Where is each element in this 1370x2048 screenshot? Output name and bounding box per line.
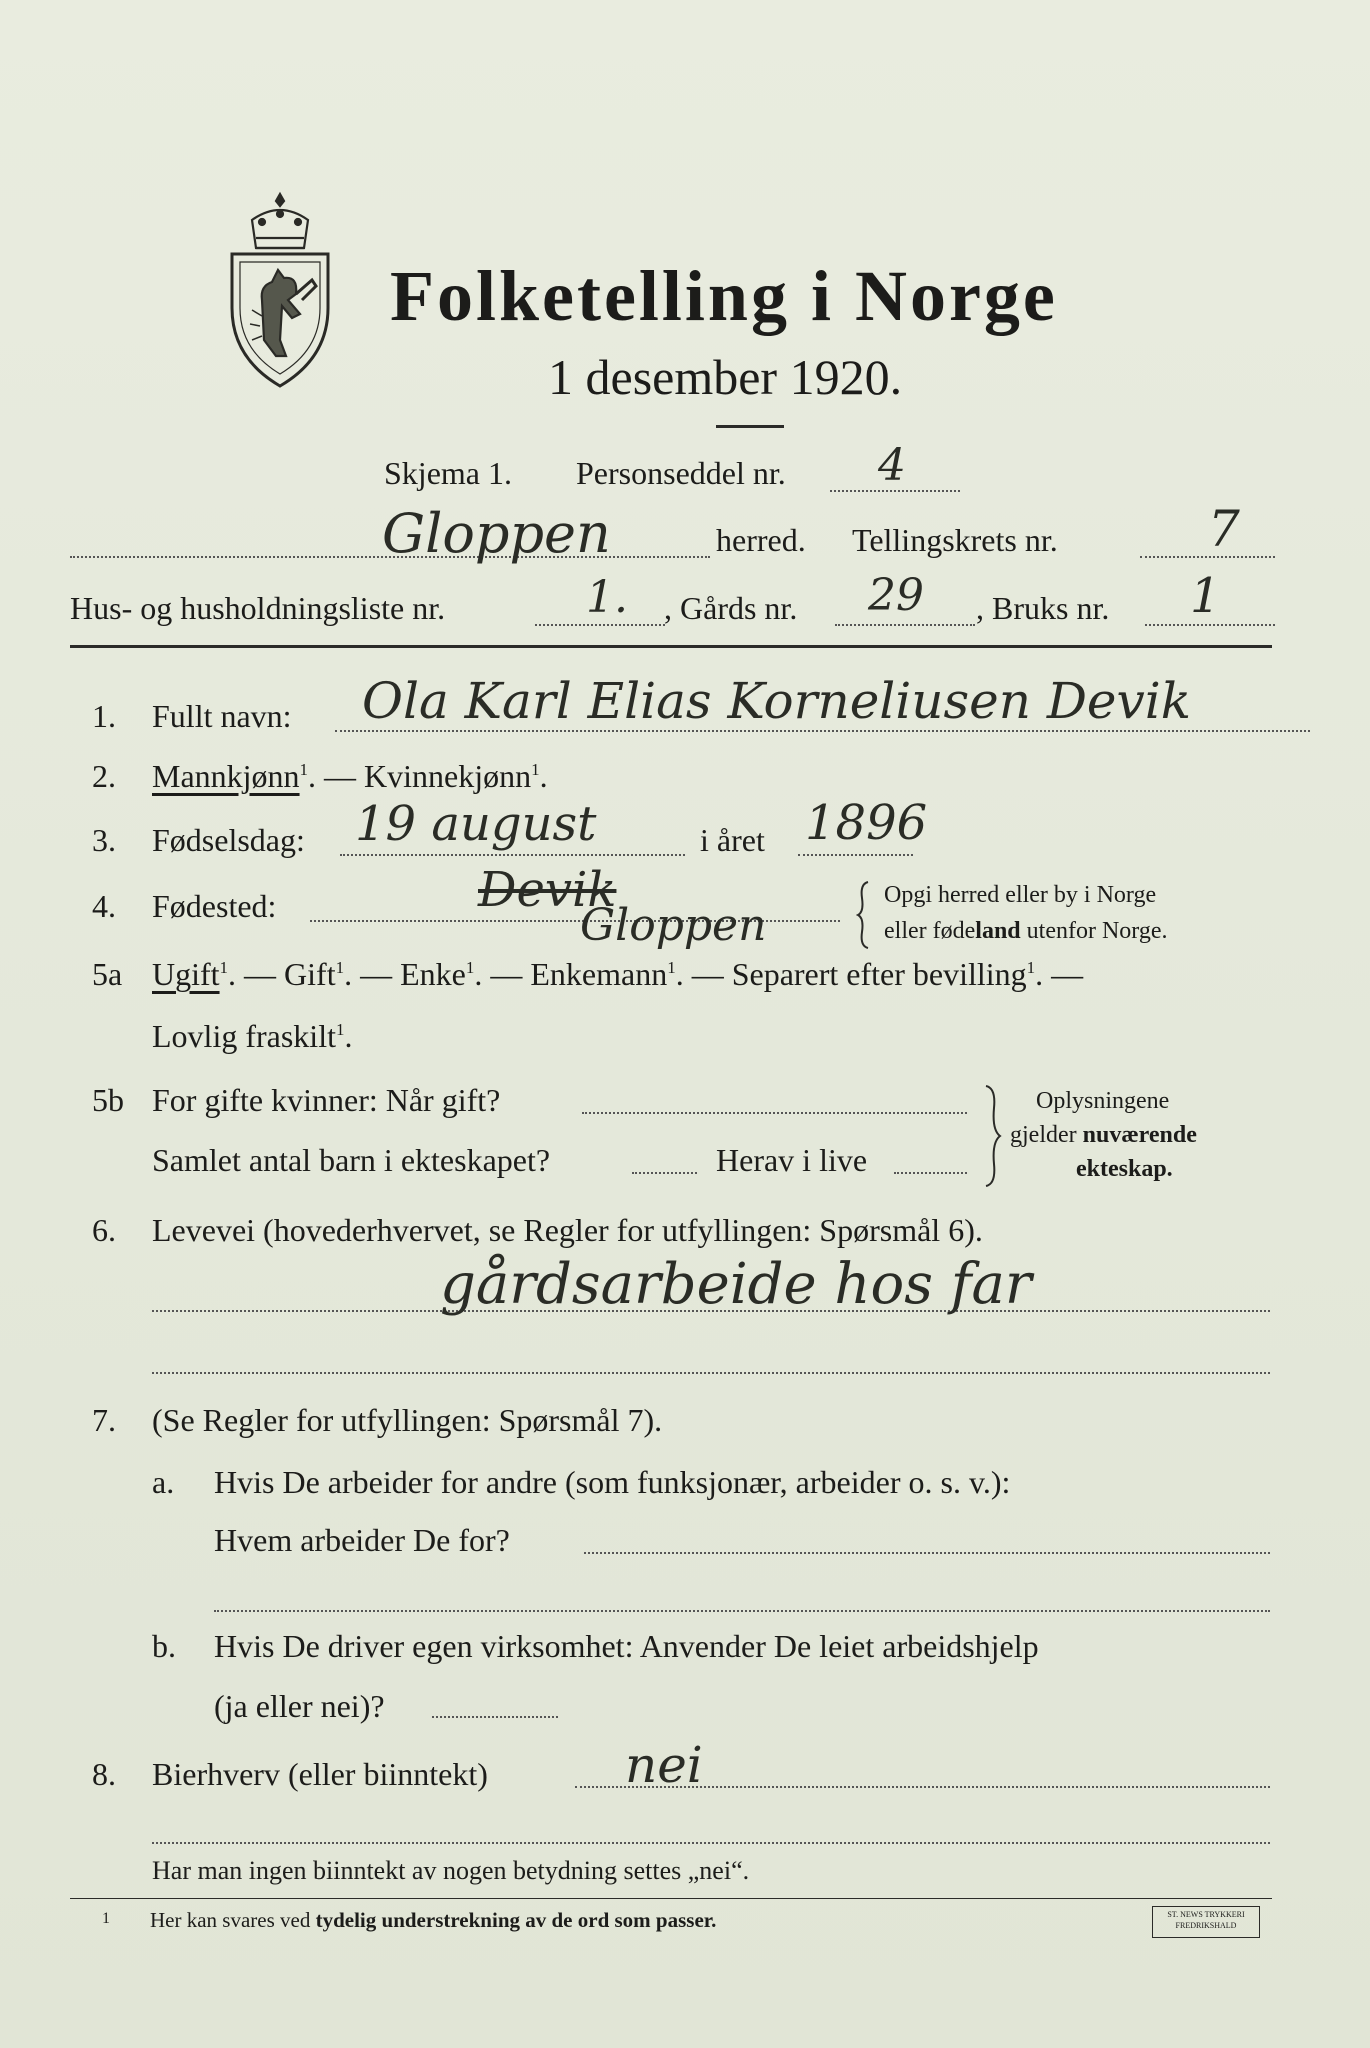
- separert-dash: . —: [1035, 956, 1084, 992]
- q1-line: [335, 730, 1310, 732]
- personseddel-label: Personseddel nr.: [576, 455, 786, 491]
- personseddel-value: 4: [878, 440, 906, 491]
- q5b-married-line: [582, 1112, 967, 1114]
- q7a-sub: Hvem arbeider De for?: [214, 1522, 510, 1558]
- q8-line2: [152, 1842, 1270, 1844]
- husliste-label: Hus- og husholdningsliste nr.: [70, 590, 446, 626]
- q3-day-line: [340, 854, 685, 856]
- q8-label: Bierhverv (eller biinntekt): [152, 1756, 488, 1792]
- full-name-value: Ola Karl Elias Korneliusen Devik: [362, 672, 1192, 730]
- q7a-letter: a.: [152, 1464, 175, 1500]
- q3-year-line: [798, 854, 913, 856]
- q7b-sub: (ja eller nei)?: [214, 1688, 385, 1724]
- q4-note-line1: Opgi herred eller by i Norge: [884, 882, 1157, 908]
- footer-note: Har man ingen biinntekt av nogen betydning settes „nei“.: [152, 1856, 750, 1885]
- coat-of-arms-icon: [222, 190, 338, 390]
- fraskilt-option: Lovlig fraskilt: [152, 1018, 336, 1054]
- census-date: 1 desember 1920.: [548, 349, 903, 405]
- stamp-line1: ST. NEWS TRYKKERI: [1167, 1910, 1245, 1919]
- q4-note-post: utenfor Norge.: [1020, 918, 1168, 944]
- brace-icon: [982, 1084, 1002, 1188]
- footnote-divider: [70, 1898, 1272, 1899]
- herred-value: Gloppen: [382, 502, 611, 565]
- herred-label: herred.: [716, 522, 806, 558]
- form-title: Folketelling i Norge: [390, 256, 1058, 336]
- sex-separator: . —: [308, 758, 365, 794]
- q4-label: Fødested:: [152, 888, 277, 924]
- q5b-alive-line: [894, 1172, 967, 1174]
- q7-number: 7.: [92, 1402, 116, 1438]
- brace-icon: [856, 880, 872, 950]
- gards-line: [835, 624, 975, 626]
- fraskilt-option-wrap: Lovlig fraskilt$^1$.: [152, 1018, 353, 1054]
- q7a-line1: [584, 1552, 1270, 1554]
- header-divider: [70, 645, 1272, 648]
- gards-label: , Gårds nr.: [664, 590, 798, 626]
- q7b-letter: b.: [152, 1628, 176, 1664]
- birth-year-value: 1896: [805, 795, 928, 851]
- birthplace-value: Gloppen: [580, 900, 767, 951]
- gards-value: 29: [868, 570, 924, 621]
- bruks-label: , Bruks nr.: [976, 590, 1110, 626]
- q7-label: (Se Regler for utfyllingen: Spørsmål 7).: [152, 1402, 663, 1438]
- q1-number: 1.: [92, 698, 116, 734]
- q5b-children-line: [632, 1172, 697, 1174]
- q4-note-bold: land: [975, 918, 1021, 944]
- q5b-number: 5b: [92, 1082, 124, 1118]
- q6-number: 6.: [92, 1212, 116, 1248]
- q7b-line: [432, 1716, 558, 1718]
- q7b-text: Hvis De driver egen virksomhet: Anvender De leiet arbeidshjelp: [214, 1628, 1039, 1664]
- q5b-note-line3: ekteskap.: [1076, 1156, 1173, 1182]
- footnote-text: [150, 1908, 716, 1933]
- q7a-line2: [214, 1610, 1270, 1612]
- q3-label: Fødselsdag:: [152, 822, 305, 858]
- q5b-note-bold: nuværende: [1082, 1122, 1197, 1148]
- q5b-note-line1: Oplysningene: [1036, 1088, 1170, 1114]
- enkemann-option: — Enkemann: [490, 956, 668, 992]
- ugift-option: Ugift: [152, 956, 220, 992]
- q8-number: 8.: [92, 1756, 116, 1792]
- stamp-line2: FREDRIKSHALD: [1175, 1921, 1237, 1930]
- q5b-note-pre: gjelder: [1010, 1122, 1083, 1148]
- q2-number: 2.: [92, 758, 116, 794]
- husliste-line: [535, 624, 665, 626]
- q4-note-line2: [884, 918, 1168, 945]
- title-divider: [716, 425, 784, 428]
- q4-note-pre: eller føde: [884, 918, 976, 944]
- footnote-bold: tydelig understrekning av de ord som passer.: [315, 1908, 717, 1932]
- footnote-mark: 1: [102, 1910, 110, 1927]
- tellingskrets-value: 7: [1208, 500, 1240, 558]
- bruks-value: 1: [1190, 568, 1221, 624]
- bruks-line: [1145, 624, 1275, 626]
- enke-option: — Enke: [360, 956, 466, 992]
- birthplace-struck-value: Devik: [478, 862, 617, 918]
- male-option: Mannkjønn: [152, 758, 300, 794]
- tellingskrets-label: Tellingskrets nr.: [852, 522, 1058, 558]
- q3-year-label: i året: [700, 822, 765, 858]
- q5b-label: For gifte kvinner: Når gift?: [152, 1082, 501, 1118]
- footnote-pre: Her kan svares ved: [150, 1908, 316, 1932]
- q6-line2: [152, 1372, 1270, 1374]
- q3-number: 3.: [92, 822, 116, 858]
- schema-label: Skjema 1.: [384, 455, 512, 491]
- q5b-note-line2: [1010, 1122, 1197, 1149]
- q5a-options: Ugift$^1$. — Gift$^1$. — Enke$^1$. — Enkemann$^1$. — Separert efter bevilling$^1$. —: [152, 956, 1084, 992]
- q1-label: Fullt navn:: [152, 698, 292, 734]
- q5a-number: 5a: [92, 956, 123, 992]
- side-income-value: nei: [625, 1736, 703, 1794]
- female-option: Kvinnekjønn: [364, 758, 532, 794]
- q7a-text: Hvis De arbeider for andre (som funksjonær, arbeider o. s. v.):: [214, 1464, 1011, 1500]
- q4-number: 4.: [92, 888, 116, 924]
- q5b-children-label: Samlet antal barn i ekteskapet?: [152, 1142, 551, 1178]
- gift-option: — Gift: [244, 956, 336, 992]
- separert-option: — Separert efter bevilling: [691, 956, 1027, 992]
- q5b-alive-label: Herav i live: [716, 1142, 868, 1178]
- birthday-value: 19 august: [355, 796, 597, 852]
- husliste-value: 1.: [586, 572, 628, 623]
- q6-label: Levevei (hovederhvervet, se Regler for utfyllingen: Spørsmål 6).: [152, 1212, 983, 1248]
- q2-options: Mannkjønn$^1$. — Kvinnekjønn$^1$.: [152, 758, 548, 794]
- printer-stamp: [1152, 1906, 1260, 1938]
- sex-end: .: [539, 758, 548, 794]
- occupation-value: gårdsarbeide hos far: [440, 1252, 1032, 1317]
